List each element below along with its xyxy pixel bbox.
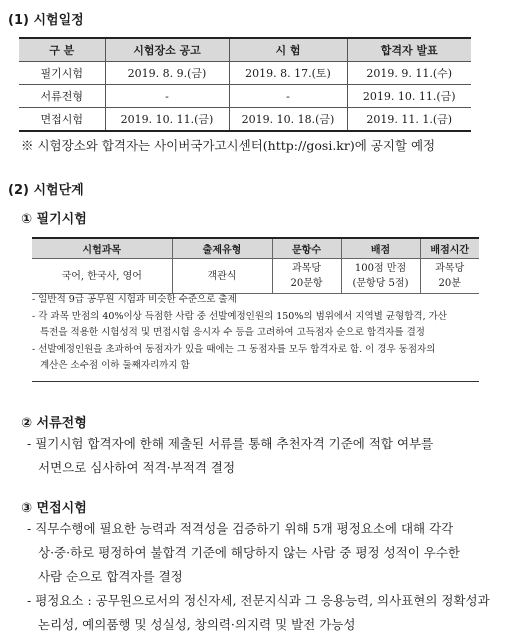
cell-line: 20문항 <box>290 278 323 289</box>
interview-line: - 직무수행에 필요한 능력과 적격성을 검증하기 위해 5개 평정요소에 대해 각각 <box>27 521 454 536</box>
header-cell: 출제유형 <box>172 238 272 259</box>
interview-line: 논리성, 예의품행 및 성실성, 창의력·의지력 및 발전 가능성 <box>38 617 356 632</box>
schedule-table <box>19 37 471 132</box>
header-cell: 합격자 발표 <box>347 38 471 62</box>
header-cell: 시 험 <box>229 38 347 62</box>
table-cell: 면접시험 <box>19 108 105 132</box>
subheading-document-review: ② 서류전형 <box>21 416 87 431</box>
table-cell: 2019. 10. 11.(금) <box>105 108 229 132</box>
note-line: - 각 과목 만점의 40%이상 득점한 사람 중 선발예정인원의 150%의 범위에서 지역별 균형합격, 가산 <box>32 310 447 322</box>
table-row <box>19 85 471 108</box>
document-review-line: - 필기시험 합격자에 한해 제출된 서류를 통해 추천자격 기준에 적합 여부를 <box>27 436 434 451</box>
section-heading-stages: (2) 시험단계 <box>8 183 84 198</box>
note-line: - 일반적 9급 공무원 시험과 비슷한 수준으로 출제 <box>32 294 237 305</box>
note-line: - 선발예정인원을 초과하여 동점자가 있을 때에는 그 동점자를 모두 합격자로 함. 이 경우 동점자의 <box>32 343 436 355</box>
table-cell: 2019. 10. 11.(금) <box>347 85 471 108</box>
header-cell: 시험장소 공고 <box>105 38 229 62</box>
interview-line: 사람 순으로 합격자를 결정 <box>38 569 183 584</box>
table-cell: 2019. 9. 11.(수) <box>347 62 471 85</box>
table-cell: 2019. 10. 18.(금) <box>229 108 347 132</box>
written-exam-notes <box>32 292 479 375</box>
subheading-written-exam: ① 필기시험 <box>21 212 87 227</box>
table-cell: - <box>105 85 229 108</box>
header-cell: 배점시간 <box>420 238 479 259</box>
table-cell: 2019. 8. 17.(토) <box>229 62 347 85</box>
table-cell: 2019. 11. 1.(금) <box>347 108 471 132</box>
subheading-interview: ③ 면접시험 <box>21 501 87 516</box>
table-cell-type: 객관식 <box>172 259 272 294</box>
table-cell-count <box>272 259 341 294</box>
table-cell: 서류전형 <box>19 85 105 108</box>
written-exam-table <box>32 237 479 294</box>
header-cell: 배점 <box>341 238 420 259</box>
interview-line: - 평정요소 : 공무원으로서의 정신자세, 전문지식과 그 응용능력, 의사표현의 정확성과 <box>27 593 490 608</box>
table-header-row <box>32 238 479 259</box>
table-cell-subject: 국어, 한국사, 영어 <box>32 259 172 294</box>
note-line: 특전을 적용한 시험성적 및 면접시험 응시자 수 등을 고려하여 고득점자 순으로 합격자를 결정 <box>40 327 425 338</box>
table-row <box>32 259 479 294</box>
note-line: 계산은 소수점 이하 둘째자리까지 함 <box>40 360 190 371</box>
notes-bottom-rule <box>32 381 479 382</box>
cell-line: (문항당 5점) <box>352 278 409 289</box>
header-cell: 문항수 <box>272 238 341 259</box>
header-cell: 시험과목 <box>32 238 172 259</box>
table-cell-score <box>341 259 420 294</box>
cell-line: 과목당 <box>292 263 321 274</box>
interview-line: 상·중·하로 평정하여 불합격 기준에 해당하지 않는 사람 중 평정 성적이 우수한 <box>38 545 461 560</box>
table-cell: 2019. 8. 9.(금) <box>105 62 229 85</box>
cell-line: 20분 <box>438 278 461 289</box>
cell-line: 과목당 <box>435 263 465 274</box>
table-cell: - <box>229 85 347 108</box>
cell-line: 100점 만점 <box>354 263 407 274</box>
header-cell: 구 분 <box>19 38 105 62</box>
table-row <box>19 62 471 85</box>
table-row <box>19 108 471 132</box>
section-heading-schedule: (1) 시험일정 <box>8 13 84 28</box>
document-review-line: 서면으로 심사하여 적격·부적격 결정 <box>38 460 236 475</box>
table-cell: 필기시험 <box>19 62 105 85</box>
schedule-note: ※ 시험장소와 합격자는 사이버국가고시센터(http://gosi.kr)에 공지할 예정 <box>21 138 436 153</box>
table-cell-time <box>420 259 479 294</box>
table-header-row <box>19 38 471 62</box>
